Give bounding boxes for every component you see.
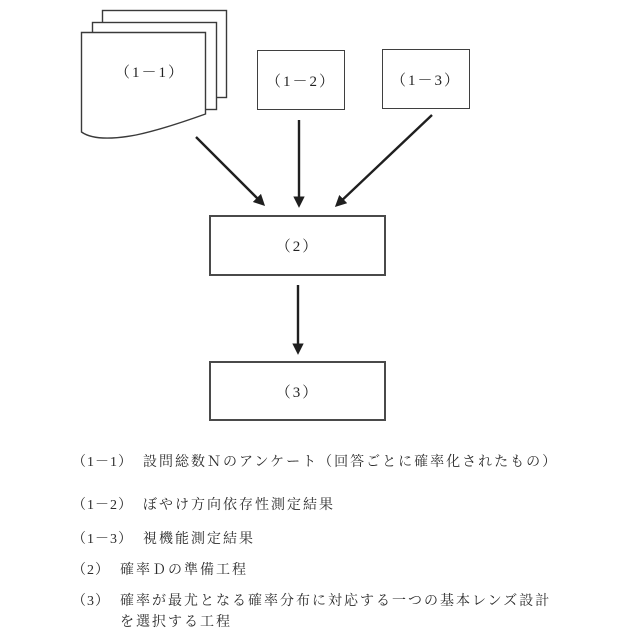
legend-item-1-2 [72,495,585,516]
legend-item-text: ぼやけ方向依存性測定結果 [143,498,335,513]
legend-item-label: （1－2） [72,498,133,513]
legend-item-1-3 [72,529,585,550]
legend-item-text: 確率Ｄの準備工程 [120,563,248,578]
document-page-front [82,33,206,139]
legend-item-text: 視機能測定結果 [143,532,255,547]
node-1-2-box [257,50,345,110]
node-3-box [209,361,386,421]
legend-item-label: （3） [72,594,110,609]
node-3-label: （3） [275,384,320,401]
node-2-box [209,215,386,276]
legend-item-label: （1－1） [72,455,133,470]
legend-item-1-1 [72,452,585,473]
legend-item-3 [72,591,562,633]
arrow-1-1-to-2 [196,137,263,204]
node-2-label: （2） [275,239,320,255]
legend-item-text: 確率が最尤となる確率分布に対応する一つの基本レンズ設計を選択する工程 [120,594,552,630]
legend-item-2 [72,560,562,581]
node-1-2-label: （1－2） [265,73,336,90]
node-1-3-label: （1－3） [390,72,461,89]
legend-item-label: （1－3） [72,532,133,547]
node-1-3-box [382,49,470,109]
node-1-1-label: （1－1） [114,65,185,81]
legend-item-text: 設問総数Ｎのアンケート（回答ごとに確率化されたもの） [143,455,559,470]
legend-item-label: （2） [72,563,110,578]
arrow-1-3-to-2 [337,115,432,205]
